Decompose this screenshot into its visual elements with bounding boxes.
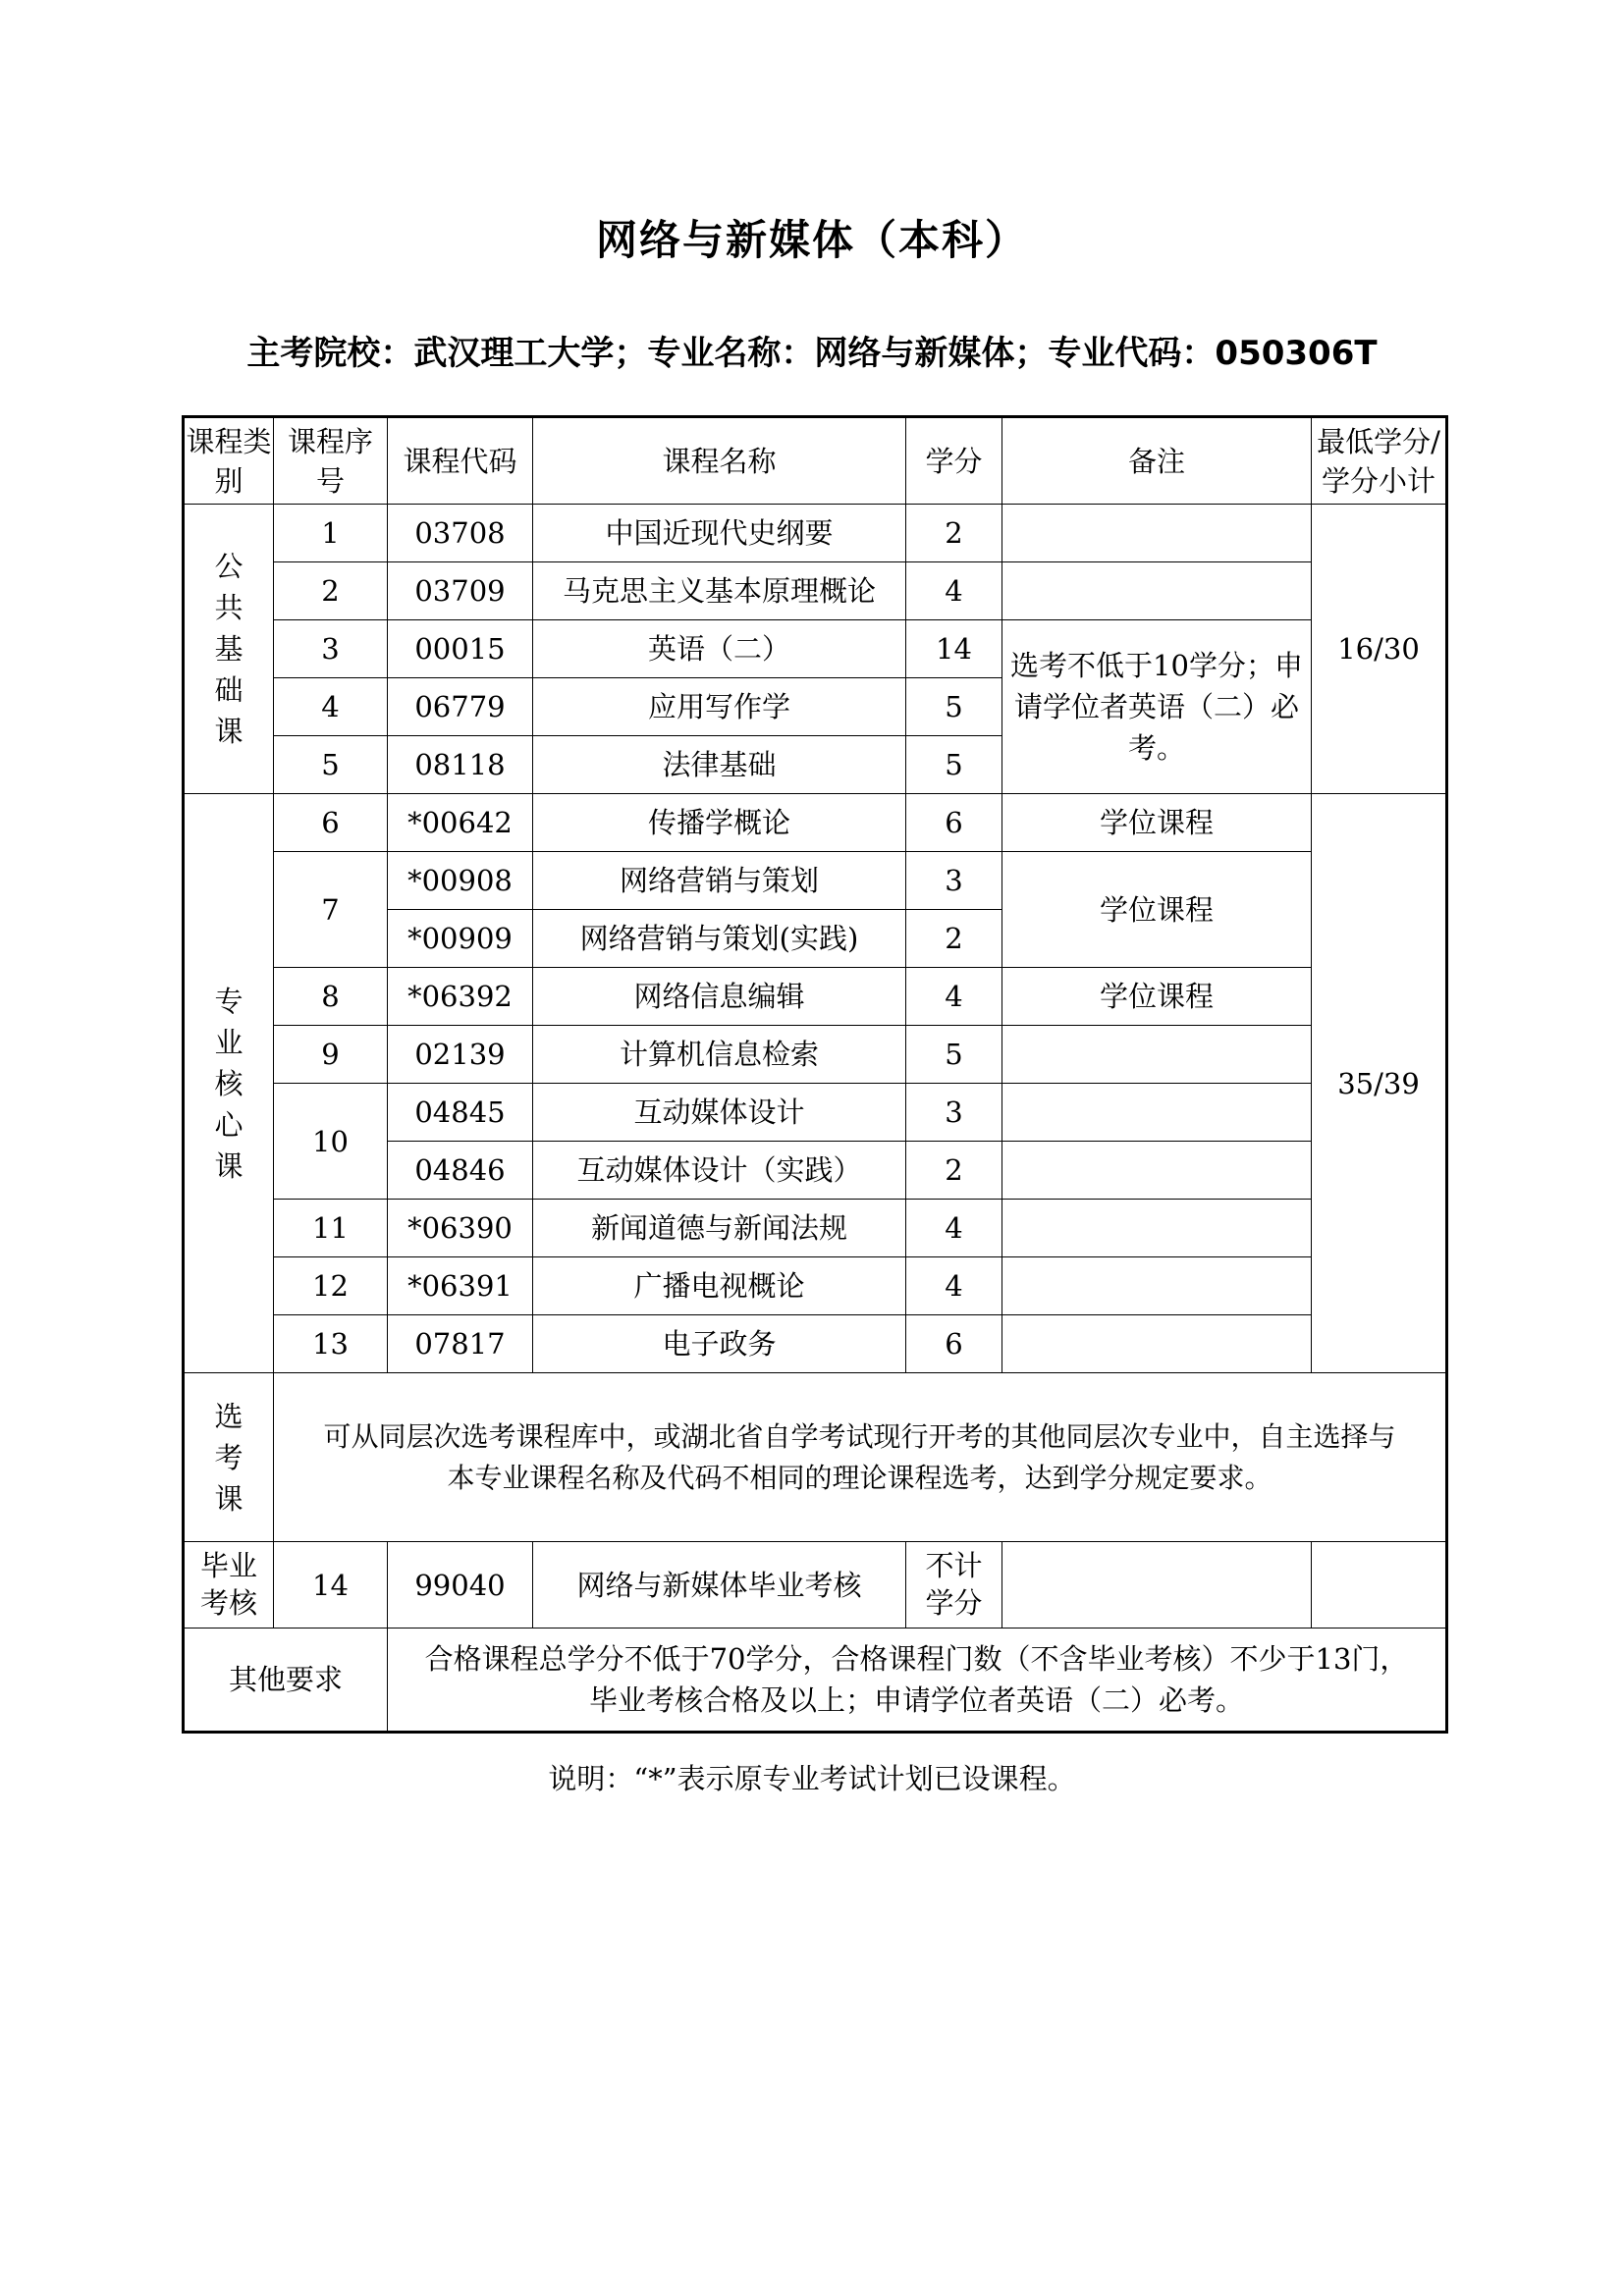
other-text-line-1: 合格课程总学分不低于70学分，合格课程门数（不含毕业考核）不少于13门，: [424, 1642, 1409, 1676]
header-code: 课程代码: [388, 417, 533, 505]
course-name: 网络与新媒体毕业考核: [533, 1542, 906, 1629]
course-remark: [1002, 1200, 1312, 1257]
course-seq: 10: [274, 1084, 388, 1200]
course-name: 新闻道德与新闻法规: [533, 1200, 906, 1257]
page-title: 网络与新媒体（本科）: [595, 216, 1028, 264]
course-credit: 2: [906, 505, 1002, 562]
course-remark: [1002, 1142, 1312, 1200]
course-code: 03708: [388, 505, 533, 562]
course-seq: 1: [274, 505, 388, 562]
group-graduation: [184, 1542, 274, 1629]
header-category: 课程类别: [184, 417, 274, 505]
course-name: 马克思主义基本原理概论: [533, 562, 906, 620]
table-row: [184, 794, 1447, 852]
course-name: 广播电视概论: [533, 1257, 906, 1315]
course-code: 02139: [388, 1026, 533, 1084]
table-row: [184, 505, 1447, 562]
course-seq: 3: [274, 620, 388, 678]
course-credit: 3: [906, 852, 1002, 910]
course-name: 中国近现代史纲要: [533, 505, 906, 562]
public-note: 选考不低于10学分；申请学位者英语（二）必考。: [1002, 620, 1312, 794]
course-name: 计算机信息检索: [533, 1026, 906, 1084]
elective-text-line-2: 本专业课程名称及代码不相同的理论课程选考，达到学分规定要求。: [447, 1461, 1272, 1494]
course-name: 网络营销与策划(实践): [533, 910, 906, 968]
course-code: *00909: [388, 910, 533, 968]
course-code: 04845: [388, 1084, 533, 1142]
core-subtotal: 35/39: [1312, 794, 1447, 1373]
course-remark: [1002, 1084, 1312, 1142]
course-code: *06390: [388, 1200, 533, 1257]
course-remark: [1002, 562, 1312, 620]
course-name: 英语（二）: [533, 620, 906, 678]
table-row: [184, 1084, 1447, 1142]
course-credit: 6: [906, 794, 1002, 852]
course-name: 电子政务: [533, 1315, 906, 1373]
graduation-row: [184, 1542, 1447, 1629]
course-code: 03709: [388, 562, 533, 620]
footnote: 说明：“*”表示原专业考试计划已设课程。: [548, 1762, 1076, 1795]
other-requirements-row: [184, 1629, 1447, 1733]
group-other: 其他要求: [184, 1629, 388, 1733]
group-core: [184, 794, 274, 1373]
header-min-credit: 最低学分/学分小计: [1312, 417, 1447, 505]
table-row: [184, 852, 1447, 910]
other-requirements-text: [388, 1629, 1447, 1733]
course-name: 法律基础: [533, 736, 906, 794]
header-credit: 学分: [906, 417, 1002, 505]
group-graduation-label: 毕业考核: [199, 1548, 257, 1620]
course-code: *06392: [388, 968, 533, 1026]
course-seq: 6: [274, 794, 388, 852]
course-name: 网络信息编辑: [533, 968, 906, 1026]
course-credit: 3: [906, 1084, 1002, 1142]
table-row: [184, 968, 1447, 1026]
table-row: [184, 1315, 1447, 1373]
course-plan-table: [182, 415, 1448, 1734]
course-seq: 14: [274, 1542, 388, 1629]
header-name: 课程名称: [533, 417, 906, 505]
table-row: [184, 1200, 1447, 1257]
course-code: 06779: [388, 678, 533, 736]
group-public-label: 公共基础课: [214, 550, 244, 748]
course-remark: [1002, 1542, 1312, 1629]
course-remark: [1002, 505, 1312, 562]
course-code: 07817: [388, 1315, 533, 1373]
course-credit: [906, 1542, 1002, 1629]
course-remark: [1002, 1026, 1312, 1084]
header-seq: 课程序号: [274, 417, 388, 505]
course-seq: 4: [274, 678, 388, 736]
course-seq: 8: [274, 968, 388, 1026]
course-credit: 5: [906, 1026, 1002, 1084]
course-credit: 2: [906, 910, 1002, 968]
group-elective: [184, 1373, 274, 1542]
course-min-credit: [1312, 1542, 1447, 1629]
header-remark: 备注: [1002, 417, 1312, 505]
course-seq: 9: [274, 1026, 388, 1084]
course-code: 04846: [388, 1142, 533, 1200]
public-subtotal: 16/30: [1312, 505, 1447, 794]
course-credit: 4: [906, 562, 1002, 620]
group-elective-label: 选考课: [214, 1399, 244, 1516]
table-row: [184, 1257, 1447, 1315]
course-remark: [1002, 1257, 1312, 1315]
course-name: 互动媒体设计（实践）: [533, 1142, 906, 1200]
course-code: 08118: [388, 736, 533, 794]
course-code: *00908: [388, 852, 533, 910]
course-seq: 5: [274, 736, 388, 794]
course-code: 99040: [388, 1542, 533, 1629]
course-code: *06391: [388, 1257, 533, 1315]
table-row: [184, 562, 1447, 620]
course-seq: 11: [274, 1200, 388, 1257]
course-remark: 学位课程: [1002, 794, 1312, 852]
table-row: [184, 1026, 1447, 1084]
course-credit: 6: [906, 1315, 1002, 1373]
course-name: 网络营销与策划: [533, 852, 906, 910]
group-public: [184, 505, 274, 794]
course-remark: [1002, 1315, 1312, 1373]
course-seq: 13: [274, 1315, 388, 1373]
elective-row: [184, 1373, 1447, 1542]
course-credit: 5: [906, 678, 1002, 736]
course-seq: 2: [274, 562, 388, 620]
course-seq: 7: [274, 852, 388, 968]
table-row: [184, 620, 1447, 678]
elective-text-line-1: 可从同层次选考课程库中，或湖北省自学考试现行开考的其他同层次专业中，自主选择与: [323, 1419, 1396, 1453]
course-code: *00642: [388, 794, 533, 852]
course-remark: 学位课程: [1002, 968, 1312, 1026]
course-credit: 5: [906, 736, 1002, 794]
course-seq: 12: [274, 1257, 388, 1315]
course-name: 传播学概论: [533, 794, 906, 852]
elective-description: [274, 1373, 1447, 1542]
page-subtitle: 主考院校：武汉理工大学；专业名称：网络与新媒体；专业代码：050306T: [246, 334, 1378, 373]
course-credit: 4: [906, 1257, 1002, 1315]
course-code: 00015: [388, 620, 533, 678]
course-credit: 4: [906, 1200, 1002, 1257]
course-remark: 学位课程: [1002, 852, 1312, 968]
course-name: 互动媒体设计: [533, 1084, 906, 1142]
group-core-label: 专业核心课: [214, 984, 244, 1183]
course-credit: 2: [906, 1142, 1002, 1200]
course-credit: 4: [906, 968, 1002, 1026]
course-credit: 14: [906, 620, 1002, 678]
table-header-row: [184, 417, 1447, 505]
course-name: 应用写作学: [533, 678, 906, 736]
graduation-credit-label: 不计学分: [925, 1548, 983, 1620]
other-text-line-2: 毕业考核合格及以上；申请学位者英语（二）必考。: [588, 1683, 1244, 1717]
